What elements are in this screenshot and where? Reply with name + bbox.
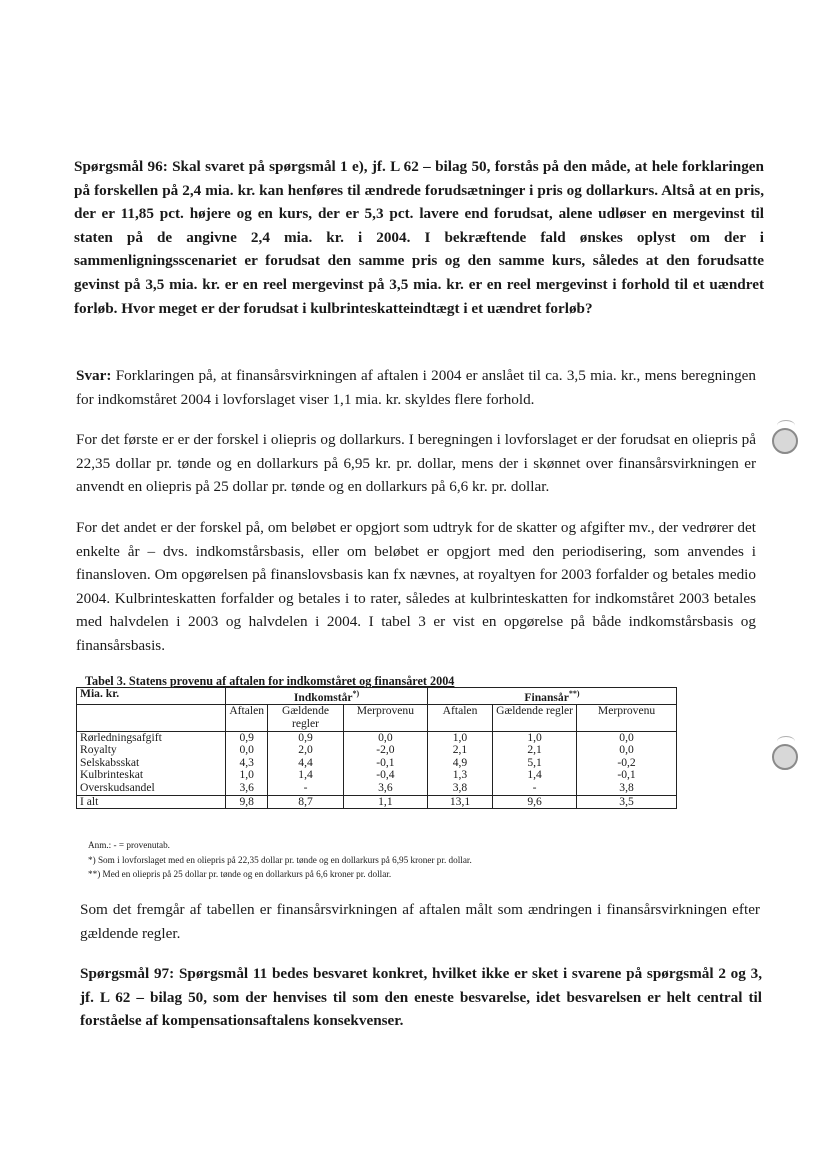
table-cell: 8,7 <box>268 795 344 809</box>
question-97-text: Spørgsmål 11 bedes besvaret konkret, hvilket ikke er sket i svarene på spørgsmål 2 og 3, jf. L 62 – bilag 50, som der henvises til som den eneste besvarelse, idet besvarelsen er helt central til forståelse af kompensationsaftalens konsekvenser. <box>80 965 762 1030</box>
table-cell: 0,0 <box>577 744 677 757</box>
table-cell: 1,0 <box>493 731 577 744</box>
row-label: I alt <box>77 795 226 809</box>
table-cell: -0,4 <box>343 769 427 782</box>
paragraph-second-difference: For det andet er der forskel på, om beløbet er opgjort som udtryk for de skatter og afgifter mv., der vedrører det enkelte år – dvs. indkomstårsbasis, eller om beløbet er opgjort med den periodisering, som anvendes i finansloven. Om opgørelsen på finanslovsbasis kan fx nævnes, at royaltyen for 2003 forfalder og betales medio 2004. Kulbrinteskatten forfalder og betales i to rater, således at kulbrinteskatten for indkomståret 2003 betales med halvdelen i 2003 og halvdelen i 2004. I tabel 3 er vist en opgørelse på både indkomstårsbasis og finansårsbasis. <box>76 519 756 654</box>
group-header-fiscal-year: Finansår**) <box>427 688 676 705</box>
table-cell: 1,3 <box>427 769 492 782</box>
table-cell: 0,0 <box>226 744 268 757</box>
table-cell: -0,1 <box>577 769 677 782</box>
column-header: Aftalen <box>226 705 268 731</box>
table-cell: 0,0 <box>343 731 427 744</box>
column-header: Merprovenu <box>343 705 427 731</box>
revenue-table <box>76 687 677 809</box>
table-cell: 3,8 <box>427 782 492 795</box>
table-cell: 0,9 <box>226 731 268 744</box>
table-cell: 1,1 <box>343 795 427 809</box>
row-label: Royalty <box>77 744 226 757</box>
table-cell: 4,3 <box>226 757 268 770</box>
table-cell: 0,9 <box>268 731 344 744</box>
table-cell: -0,1 <box>343 757 427 770</box>
table-cell: 1,4 <box>493 769 577 782</box>
column-header: Gældende regler <box>493 705 577 731</box>
table-cell: 9,6 <box>493 795 577 809</box>
column-header: Aftalen <box>427 705 492 731</box>
paragraph-conclusion: Som det fremgår af tabellen er finansårsvirkningen af aftalen målt som ændringen i finansårsvirkningen efter gældende regler. <box>80 901 760 942</box>
empty-cell <box>77 705 226 731</box>
table-subheader-row <box>77 705 677 731</box>
paragraph-first-difference: For det første er er der forskel i oliepris og dollarkurs. I beregningen i lovforslaget er der forudsat en oliepris på 22,35 dollar pr. tønde og en dollarkurs på 6,95 kr. pr. dollar, mens der i skønnet over finansårsvirkningen er anvendt en oliepris på 25 dollar pr. tønde og en dollarkurs på 6,6 kr. pr. dollar. <box>76 431 756 496</box>
table-cell: 4,4 <box>268 757 344 770</box>
table-cell: -0,2 <box>577 757 677 770</box>
footnote-mark: **) <box>568 689 580 698</box>
group-header-income-year: Indkomstår*) <box>226 688 428 705</box>
table-header-row <box>77 688 677 705</box>
table-cell: 1,4 <box>268 769 344 782</box>
answer-label: Svar: <box>76 367 112 384</box>
table-cell: 9,8 <box>226 795 268 809</box>
table-cell: - <box>268 782 344 795</box>
punch-hole <box>772 744 798 770</box>
table-cell: 13,1 <box>427 795 492 809</box>
table-cell: 4,9 <box>427 757 492 770</box>
column-header: Merprovenu <box>577 705 677 731</box>
question-96 <box>74 155 764 320</box>
column-header: Gældende regler <box>268 705 344 731</box>
question-96-label: Spørgsmål 96: <box>74 158 168 175</box>
table-caption-prefix: Tabel 3. Statens <box>85 674 170 688</box>
table-cell: 3,6 <box>226 782 268 795</box>
table-row <box>77 782 677 795</box>
table-note: Anm.: - = provenutab. <box>88 840 170 850</box>
row-label: Overskudsandel <box>77 782 226 795</box>
table-note: *) Som i lovforslaget med en oliepris på 22,35 dollar pr. tønde og en dollarkurs på 6,95 kroner pr. dollar. <box>88 854 472 865</box>
footnote-mark: *) <box>352 689 360 698</box>
table-row <box>77 744 677 757</box>
table-cell: 5,1 <box>493 757 577 770</box>
table-notes <box>88 838 472 882</box>
table-cell: -2,0 <box>343 744 427 757</box>
table-total-row <box>77 795 677 809</box>
punch-hole <box>772 428 798 454</box>
table-cell: 1,0 <box>427 731 492 744</box>
question-97-label: Spørgsmål 97: <box>80 965 175 982</box>
table-cell: 2,0 <box>268 744 344 757</box>
row-label: Kulbrinteskat <box>77 769 226 782</box>
answer-paragraph <box>76 364 756 411</box>
table-cell: 3,5 <box>577 795 677 809</box>
table-cell: 0,0 <box>577 731 677 744</box>
table-cell: 2,1 <box>493 744 577 757</box>
row-label: Selskabsskat <box>77 757 226 770</box>
table-row <box>77 769 677 782</box>
row-label: Rørledningsafgift <box>77 731 226 744</box>
question-97 <box>80 962 762 1033</box>
unit-header: Mia. kr. <box>77 688 226 705</box>
table-cell: 1,0 <box>226 769 268 782</box>
table-cell: - <box>493 782 577 795</box>
table-caption-title: provenu af aftalen for indkomståret og finansåret 2004 <box>169 674 455 688</box>
answer-text: Forklaringen på, at finansårsvirkningen af aftalen i 2004 er anslået til ca. 3,5 mia. kr., mens beregningen for indkomståret 2004 i lovforslaget viser 1,1 mia. kr. skyldes flere forhold. <box>76 367 757 408</box>
table-note: **) Med en oliepris på 25 dollar pr. tønde og en dollarkurs på 6,6 kroner pr. dollar. <box>88 869 392 880</box>
table-cell: 3,6 <box>343 782 427 795</box>
question-96-text: Skal svaret på spørgsmål 1 e), jf. L 62 – bilag 50, forstås på den måde, at hele forklaringen på forskellen på 2,4 mia. kr. kan henføres til ændrede forudsætninger i pris og dollarkurs. Altså at en pris, der er 11,85 pct. højere og en kurs, der er 5,3 pct. lavere end forudsat, alene udløser en mergevinst til staten på de angivne 2,4 mia. kr. i 2004. I bekræftende fald ønskes oplyst om der i sammenligningsscenariet er forudsat den samme pris og den samme kurs, således at den forudsatte gevinst på 3,5 mia. kr. er en reel mergevinst på 3,5 mia. kr. er en reel mergevinst i forhold til et uændret forløb. Hvor meget er der forudsat i kulbrinteskatteindtægt i et uændret forløb? <box>74 158 764 317</box>
table-cell: 2,1 <box>427 744 492 757</box>
table-cell: 3,8 <box>577 782 677 795</box>
